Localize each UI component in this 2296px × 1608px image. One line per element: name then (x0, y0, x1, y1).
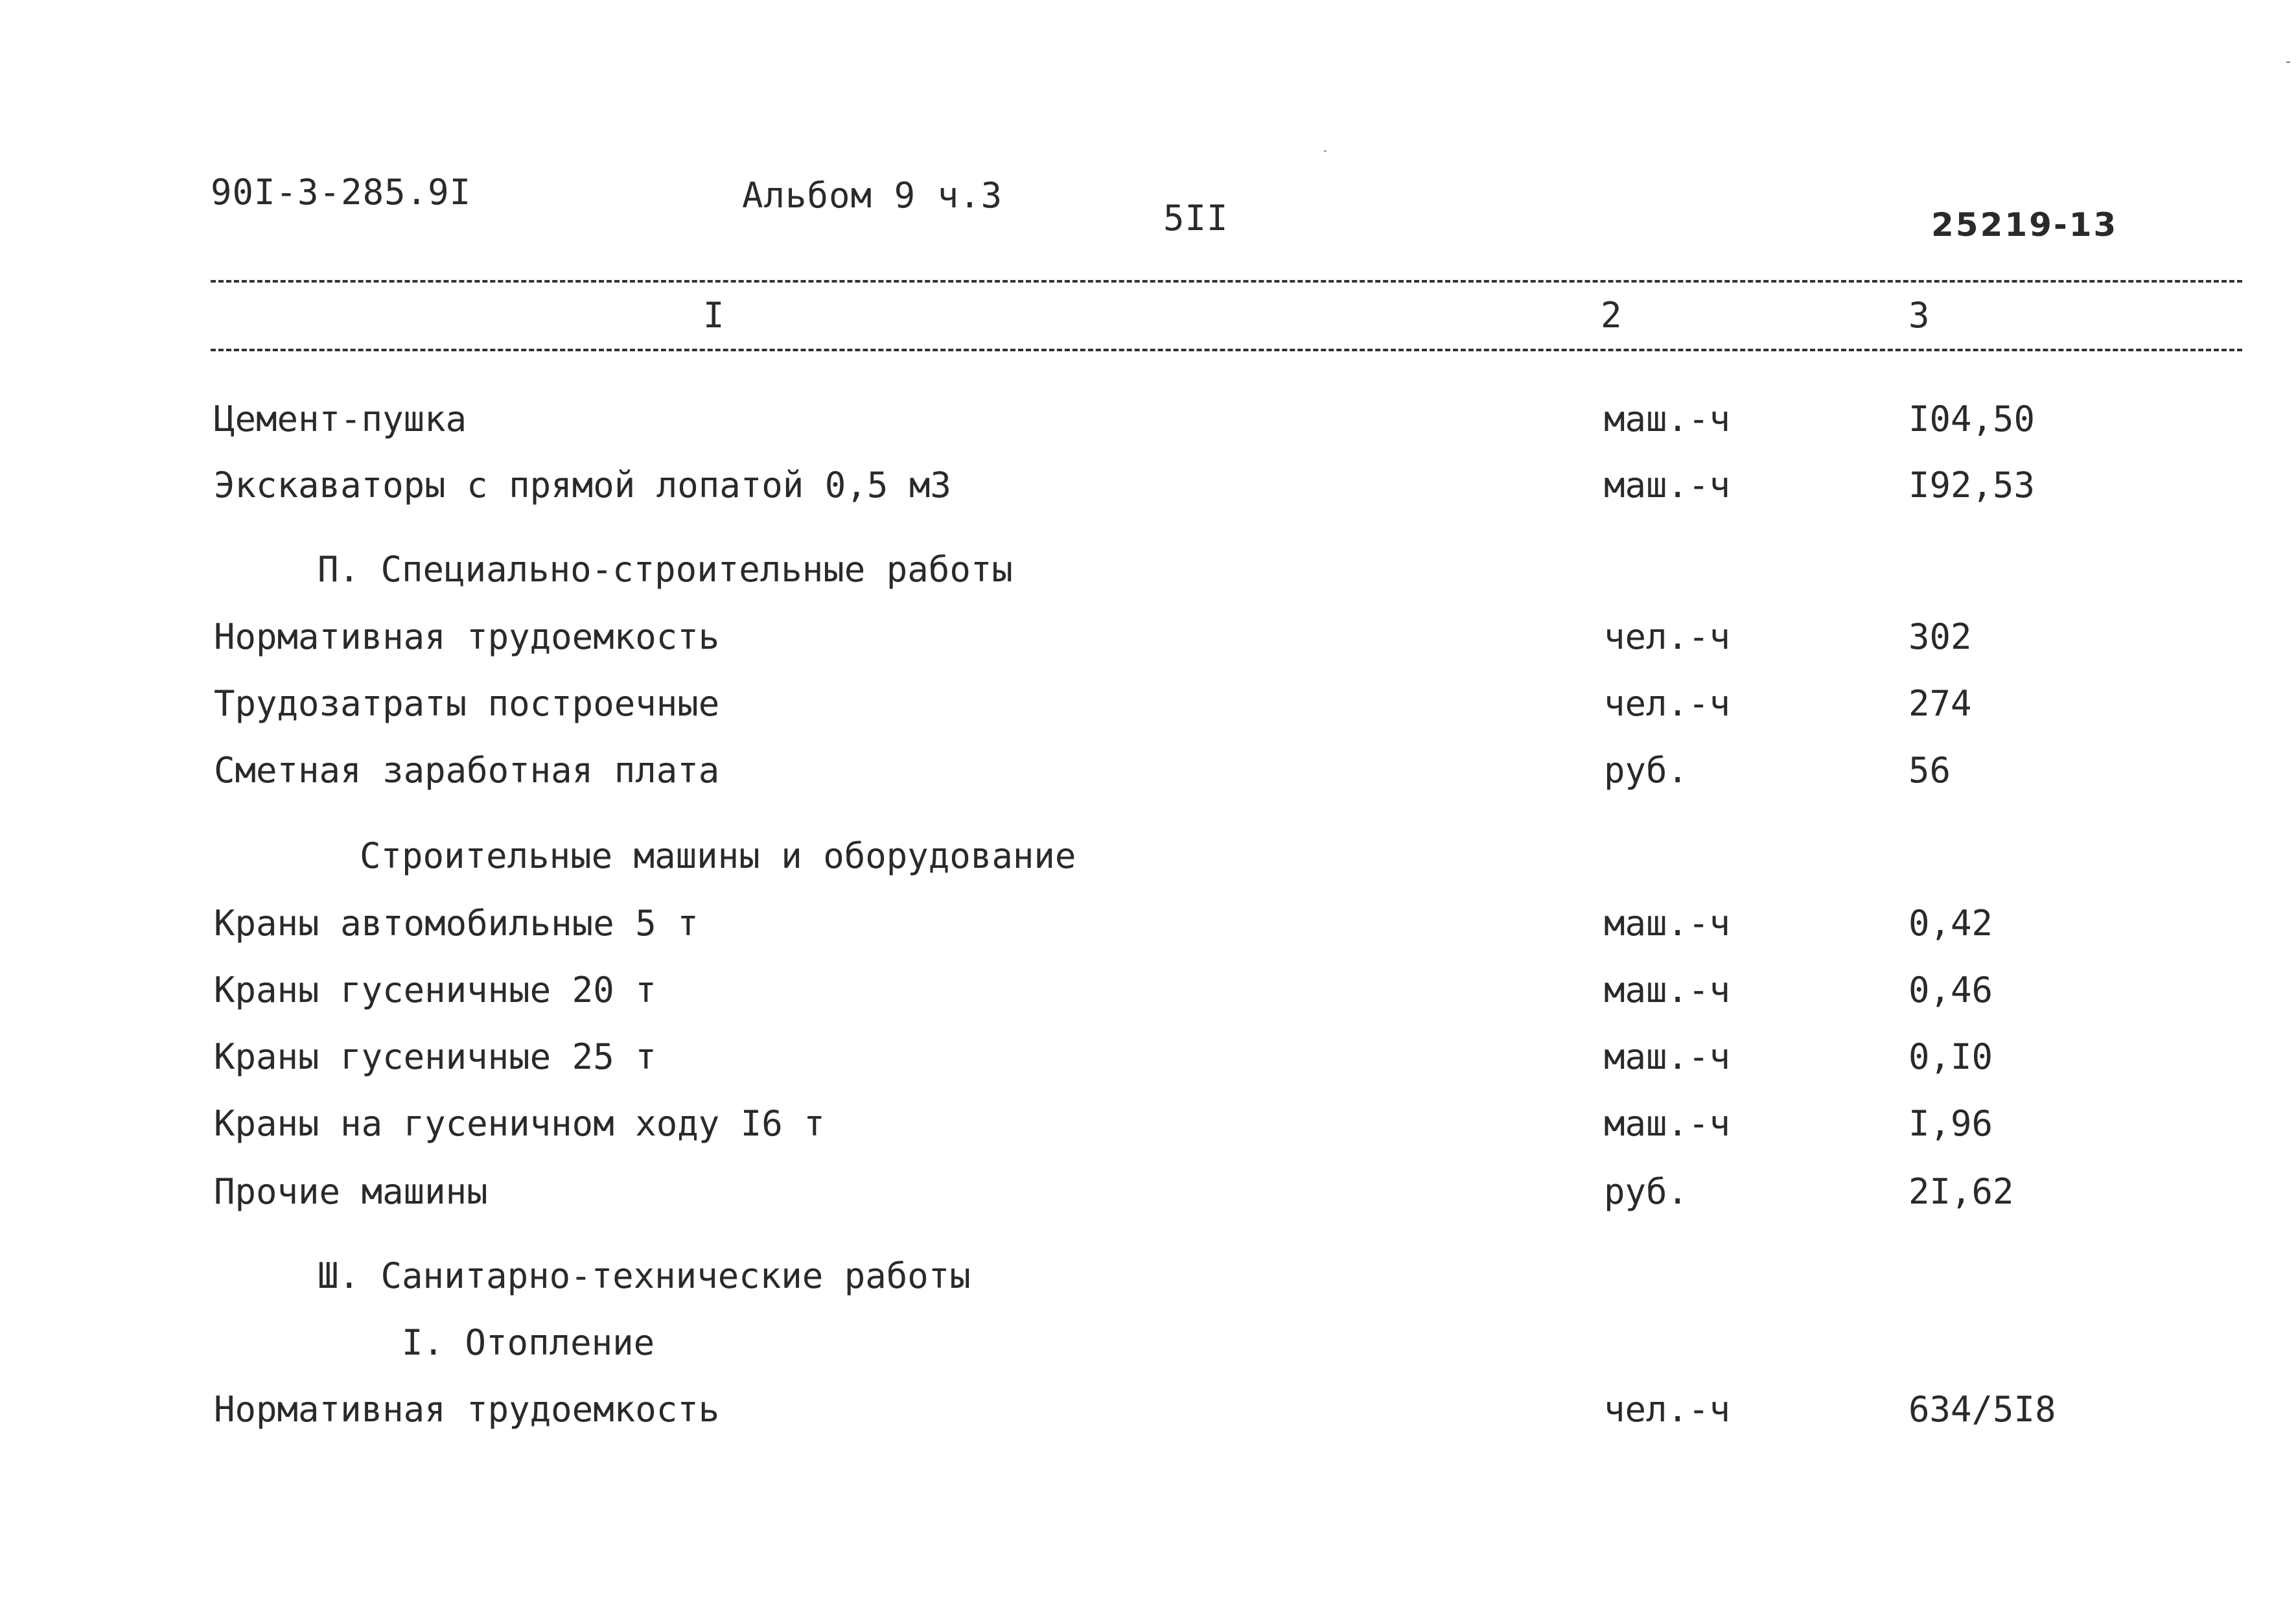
row-unit: руб. (1604, 750, 1689, 791)
subsection-title: I. Отопление (402, 1322, 655, 1363)
section-title: Ш. Санитарно-технические работы (318, 1255, 971, 1296)
row-unit: маш.-ч (1604, 399, 1731, 439)
table-header-top-rule (211, 280, 2242, 283)
row-value: 56 (1908, 750, 1951, 791)
scan-mark (2286, 62, 2290, 63)
table-row (0, 399, 2296, 444)
table-row (0, 465, 2296, 510)
table-row (0, 1171, 2296, 1217)
table-row (0, 750, 2296, 795)
table-row (0, 970, 2296, 1015)
row-value: 302 (1908, 616, 1972, 657)
section-title: П. Специально-строительные работы (318, 549, 1013, 590)
row-name: Сметная заработная плата (214, 750, 720, 791)
row-value: 274 (1908, 683, 1972, 724)
row-name: Нормативная трудоемкость (214, 1389, 720, 1430)
table-row (0, 683, 2296, 728)
table-row (0, 1103, 2296, 1148)
row-value: I,96 (1908, 1103, 1993, 1144)
row-name: Краны гусеничные 20 т (214, 970, 656, 1010)
subsection-heading (0, 1322, 2296, 1368)
section-heading (0, 549, 2296, 594)
row-name: Трудозатраты построечные (214, 683, 720, 724)
row-unit: маш.-ч (1604, 903, 1731, 944)
row-value: 0,42 (1908, 903, 1993, 944)
table-header-bottom-rule (211, 349, 2242, 351)
section-heading (0, 835, 2296, 881)
section-heading (0, 1255, 2296, 1301)
row-name: Прочие машины (214, 1171, 488, 1212)
page-number: 5II (1163, 198, 1229, 239)
row-value: I92,53 (1908, 465, 2035, 506)
row-value: 2I,62 (1908, 1171, 2014, 1212)
table-row (0, 1036, 2296, 1082)
column-number-3: 3 (1908, 295, 1930, 336)
row-unit: маш.-ч (1604, 970, 1731, 1010)
row-unit: чел.-ч (1604, 616, 1731, 657)
row-unit: маш.-ч (1604, 1036, 1731, 1077)
scan-dot (1324, 150, 1327, 152)
stamp-number: 25219-13 (1931, 206, 2118, 244)
section-title: Строительные машины и оборудование (360, 835, 1076, 876)
row-value: 0,I0 (1908, 1036, 1993, 1077)
table-row (0, 616, 2296, 662)
row-name: Цемент-пушка (214, 399, 467, 439)
row-name: Нормативная трудоемкость (214, 616, 720, 657)
row-value: 634/5I8 (1908, 1389, 2056, 1430)
row-name: Краны на гусеничном ходу I6 т (214, 1103, 825, 1144)
row-name: Краны автомобильные 5 т (214, 903, 699, 944)
album-label: Альбом 9 ч.3 (742, 175, 1003, 216)
table-row (0, 903, 2296, 948)
row-value: 0,46 (1908, 970, 1993, 1010)
row-unit: руб. (1604, 1171, 1689, 1212)
row-unit: маш.-ч (1604, 1103, 1731, 1144)
column-number-2: 2 (1601, 295, 1622, 336)
row-name: Экскаваторы с прямой лопатой 0,5 м3 (214, 465, 951, 506)
row-value: I04,50 (1908, 399, 2035, 439)
row-unit: чел.-ч (1604, 1389, 1731, 1430)
column-number-1: I (703, 295, 725, 336)
table-row (0, 1389, 2296, 1434)
document-code: 90I-3-285.9I (211, 172, 472, 213)
row-unit: маш.-ч (1604, 465, 1731, 506)
row-name: Краны гусеничные 25 т (214, 1036, 656, 1077)
row-unit: чел.-ч (1604, 683, 1731, 724)
